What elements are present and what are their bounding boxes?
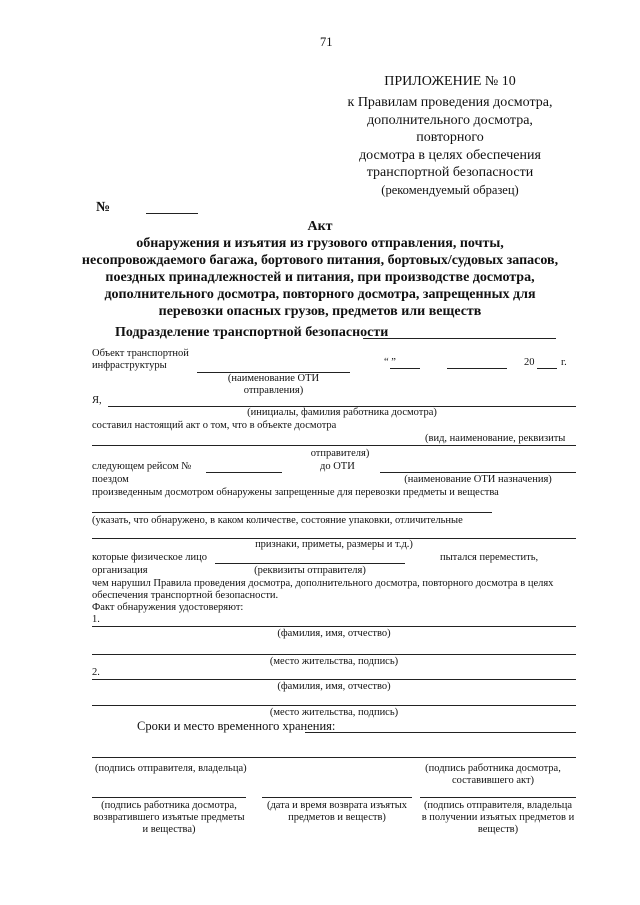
date-year-field[interactable] (537, 368, 557, 369)
sender-details-caption: (реквизиты отправителя) (254, 565, 366, 576)
date-quote: “ ” (384, 357, 396, 368)
witness-1-name-field[interactable] (92, 626, 576, 627)
appendix-title: ПРИЛОЖЕНИЕ № 10 (384, 74, 516, 89)
witness-label: Факт обнаружения удостоверяют: (92, 602, 244, 613)
sender-received-caption: (подпись отправителя, владельца (423, 800, 573, 811)
worker-composer-caption: (подпись работника досмотра, (425, 763, 561, 774)
to-oti-label: до ОТИ (320, 461, 355, 472)
ya-label: Я, (92, 395, 102, 406)
page-number: 71 (320, 35, 333, 49)
destination-oti-field[interactable] (380, 472, 576, 473)
date-month-field[interactable] (447, 368, 507, 369)
year-suffix: г. (561, 357, 567, 368)
witness-2-name-field[interactable] (92, 679, 576, 680)
storage-label: Сроки и место временного хранения: (137, 719, 336, 733)
act-heading-line: дополнительного досмотра, повторного досмотра, запрещенных для (104, 287, 536, 302)
worker-return-caption: и вещества) (142, 824, 196, 835)
appendix-line: повторного (416, 130, 484, 145)
appendix-line: досмотра в целях обеспечения (359, 148, 541, 163)
worker-return-signature-field[interactable] (92, 797, 246, 798)
datetime-caption: (дата и время возврата изъятых (266, 800, 408, 811)
appendix-line: транспортной безопасности (366, 165, 534, 180)
sender-signature-caption: (подпись отправителя, владельца) (95, 763, 247, 774)
tried-text: пытался переместить, (440, 552, 539, 563)
security-unit-label: Подразделение транспортной безопасности (115, 325, 389, 340)
act-heading-line: поездных принадлежностей и питания, при производстве досмотра, (105, 270, 535, 285)
witness-2-residence-field[interactable] (92, 705, 576, 706)
worker-caption: (инициалы, фамилия работника досмотра) (247, 407, 437, 418)
next-flight-label: следующем рейсом № (92, 461, 192, 472)
return-datetime-field[interactable] (262, 797, 412, 798)
found-items-field[interactable] (92, 512, 492, 513)
signs-caption: признаки, приметы, размеры и т.д.) (255, 539, 413, 550)
violation-text: обеспечения транспортной безопасности. (92, 590, 279, 601)
train-label: поездом (92, 474, 129, 485)
object-label: Объект транспортной (92, 348, 189, 359)
witness-2-number: 2. (92, 667, 100, 678)
flight-number-field[interactable] (206, 472, 282, 473)
oti-caption: отправления) (243, 385, 304, 396)
violation-text: чем нарушил Правила проведения досмотра, дополнительного досмотра, повторного досмотра в целях (92, 578, 554, 589)
year-prefix: 20 (524, 357, 535, 368)
act-title: Акт (307, 219, 333, 234)
appendix-line: к Правилам проведения досмотра, (347, 95, 553, 110)
residence-caption: (место жительства, подпись) (269, 656, 399, 667)
object-label: инфраструктуры (92, 360, 167, 371)
number-line (146, 213, 198, 214)
found-text: произведенным досмотром обнаружены запрещенные для перевозки предметы и вещества (92, 487, 499, 498)
residence-caption: (место жительства, подпись) (269, 707, 399, 718)
person-label: которые физическое лицо (92, 552, 207, 563)
act-heading-line: несопровождаемого багажа, бортового питания, бортовых/судовых запасов, (81, 253, 559, 268)
appendix-line: (рекомендуемый образец) (381, 183, 519, 197)
person-field[interactable] (215, 563, 405, 564)
composed-text: составил настоящий акт о том, что в объекте досмотра (92, 420, 337, 431)
kind-caption: (вид, наименование, реквизиты (425, 433, 566, 444)
organization-label: организация (92, 565, 148, 576)
sender-received-signature-field[interactable] (420, 797, 576, 798)
dest-caption: (наименование ОТИ назначения) (404, 474, 552, 485)
inspection-object-field[interactable] (92, 445, 576, 446)
storage-field-2[interactable] (92, 757, 576, 758)
appendix-line: дополнительного досмотра, (367, 113, 533, 128)
indicate-caption: (указать, что обнаружено, в каком количестве, состояние упаковки, отличительные (92, 515, 463, 526)
worker-composer-caption: составившего акт) (451, 775, 535, 786)
fio-caption: (фамилия, имя, отчество) (277, 681, 391, 692)
date-day-field[interactable] (390, 368, 420, 369)
witness-1-residence-field[interactable] (92, 654, 576, 655)
witness-1-number: 1. (92, 614, 100, 625)
sender-received-caption: в получении изъятых предметов и (421, 812, 575, 823)
datetime-caption: предметов и веществ) (288, 812, 386, 823)
security-unit-field[interactable] (363, 338, 556, 339)
storage-field[interactable] (305, 732, 576, 733)
fio-caption: (фамилия, имя, отчество) (277, 628, 391, 639)
worker-return-caption: (подпись работника досмотра, (101, 800, 237, 811)
number-sign: № (96, 200, 111, 215)
sender-received-caption: веществ) (477, 824, 519, 835)
oti-caption: (наименование ОТИ (227, 373, 320, 384)
act-heading-line: обнаружения и изъятия из грузового отправления, почты, (136, 236, 504, 251)
worker-return-caption: возвратившего изъятые предметы (93, 812, 245, 823)
act-heading-line: перевозки опасных грузов, предметов или веществ (158, 304, 482, 319)
sender-caption: отправителя) (310, 448, 370, 459)
